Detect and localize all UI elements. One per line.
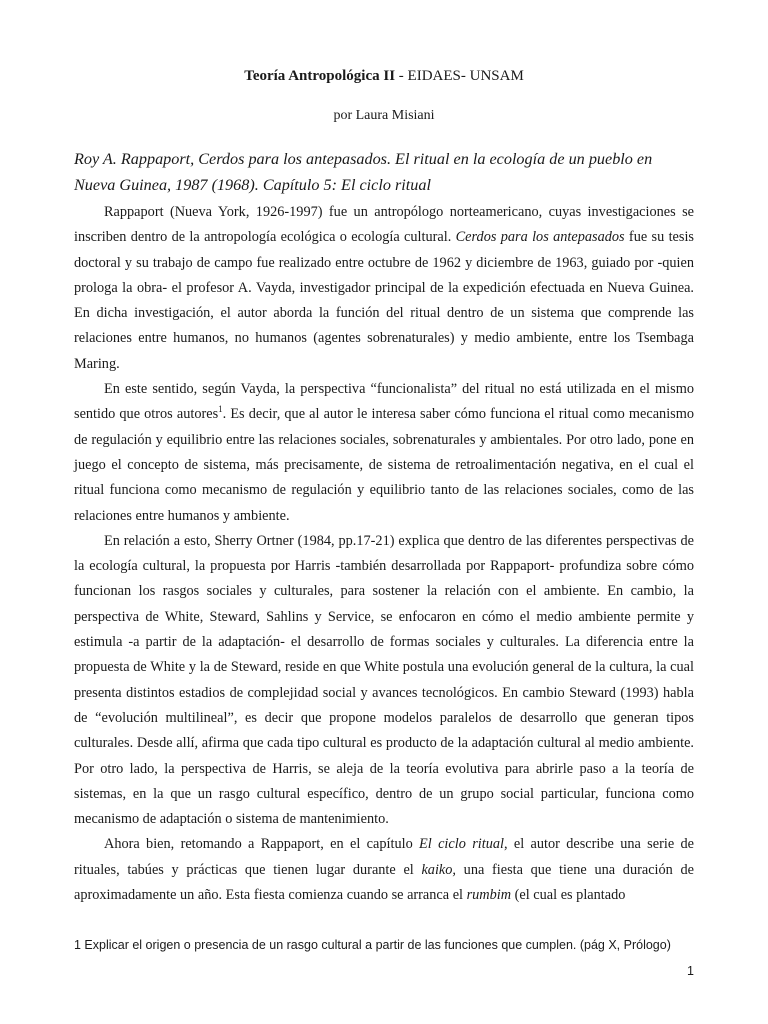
paragraph-text: una fiesta que tiene una duración de aproximadamente un año. Esta fiesta comienza cuando se arranca el xyxy=(74,861,694,904)
document-body xyxy=(74,200,694,908)
course-name: Teoría Antropológica II xyxy=(244,68,396,84)
paragraph-2 xyxy=(74,377,694,529)
paragraph-4 xyxy=(74,832,694,908)
paragraph-text: (el cual es plantado xyxy=(511,887,626,904)
paragraph-1 xyxy=(74,200,694,377)
paragraph-text: En este sentido, según Vayda, la perspectiva “funcionalista” del ritual no está utilizada en el mismo sentido que otros autores xyxy=(74,381,694,423)
document-title xyxy=(0,68,768,85)
paragraph-text: Rappaport (Nueva York, 1926-1997) fue un antropólogo norteamericano, cuyas investigaciones se inscriben dentro de la antropología ecológica o ecología cultural. xyxy=(74,204,694,246)
term-rumbim-italic: rumbim xyxy=(466,887,512,904)
paragraph-text: Ahora bien, retomando a Rappaport, en el capítulo xyxy=(104,836,420,853)
institution-name: - EIDAES- UNSAM xyxy=(395,68,524,84)
bibliographic-reference: Roy A. Rappaport, Cerdos para los antepasados. El ritual en la ecología de un pueblo en Nueva Guinea, 1987 (1968). Capítulo 5: El ciclo ritual xyxy=(74,150,653,194)
paragraph-text: fue su tesis doctoral y su trabajo de campo fue realizado entre octubre de 1962 y diciembre de 1963, guiado por -quien prologa la obra- el profesor A. Vayda, investigador principal de la expedición efectuada en Nueva Guinea. En dicha investigación, el autor aborda la función del ritual dentro de un sistema que comprende las relaciones entre humanos, no humanos (agentes sobrenaturales) y medio ambiente, entre los Tsembaga Maring. xyxy=(74,229,694,372)
paragraph-text: , el autor describe una serie de rituales, tabúes y prácticas que tienen lugar durante el xyxy=(74,836,694,878)
book-title-italic: Cerdos para los antepasados xyxy=(455,229,625,246)
footnote-marker[interactable]: 1 xyxy=(218,404,223,415)
author-line: por Laura Misiani xyxy=(333,108,435,123)
term-kaiko-italic: kaiko, xyxy=(421,861,456,878)
paragraph-text: En relación a esto, Sherry Ortner (1984, pp.17-21) explica que dentro de las diferentes perspectivas de la ecología cultural, la propuesta por Harris -también desarrollada por Rappaport- profundiza sobre cómo funcionan los rasgos sociales y culturales, para sostener la relación con el ambiente. En cambio, la perspectiva de White, Steward, Sahlins y Service, se enfocaron en cómo el medio ambiente permite y estimula -a partir de la adaptación- el desarrollo de formas sociales y culturales. La diferencia entre la propuesta de White y la de Steward, reside en que White postula una evolución general de la cultura, la cual presenta distintos estadios de complejidad social y avances tecnológicos. En cambio Steward (1993) habla de “evolución multilineal”, es decir que propone modelos paralelos de desarrollo que generan tipos culturales. Desde allí, afirma que cada tipo cultural es producto de la adaptación cultural al medio ambiente. Por otro lado, la perspectiva de Harris, se aleja de la teoría evolutiva para abrirle paso a la teoría de sistemas, en la que un rasgo cultural específico, dentro de un grupo social particular, funciona como mecanismo de adaptación o sistema de mantenimiento. xyxy=(74,532,694,828)
paragraph-3 xyxy=(74,529,694,833)
chapter-title-italic: El ciclo ritual xyxy=(419,836,504,853)
footnote: 1 Explicar el origen o presencia de un rasgo cultural a partir de las funciones que cumplen. (pág X, Prólogo) xyxy=(74,938,671,952)
page-number: 1 xyxy=(687,964,694,978)
paragraph-text: . Es decir, que al autor le interesa saber cómo funciona el ritual como mecanismo de regulación y equilibrio entre las relaciones sociales, sobrenaturales y ambientales. Por otro lado, pone en juego el concepto de sistema, más precisamente, de sistema de retroalimentación negativa, en el cual el ritual funciona como mecanismo de regulación y equilibrio tanto de las relaciones sociales, como de las relaciones entre humanos y ambiente. xyxy=(74,406,694,524)
